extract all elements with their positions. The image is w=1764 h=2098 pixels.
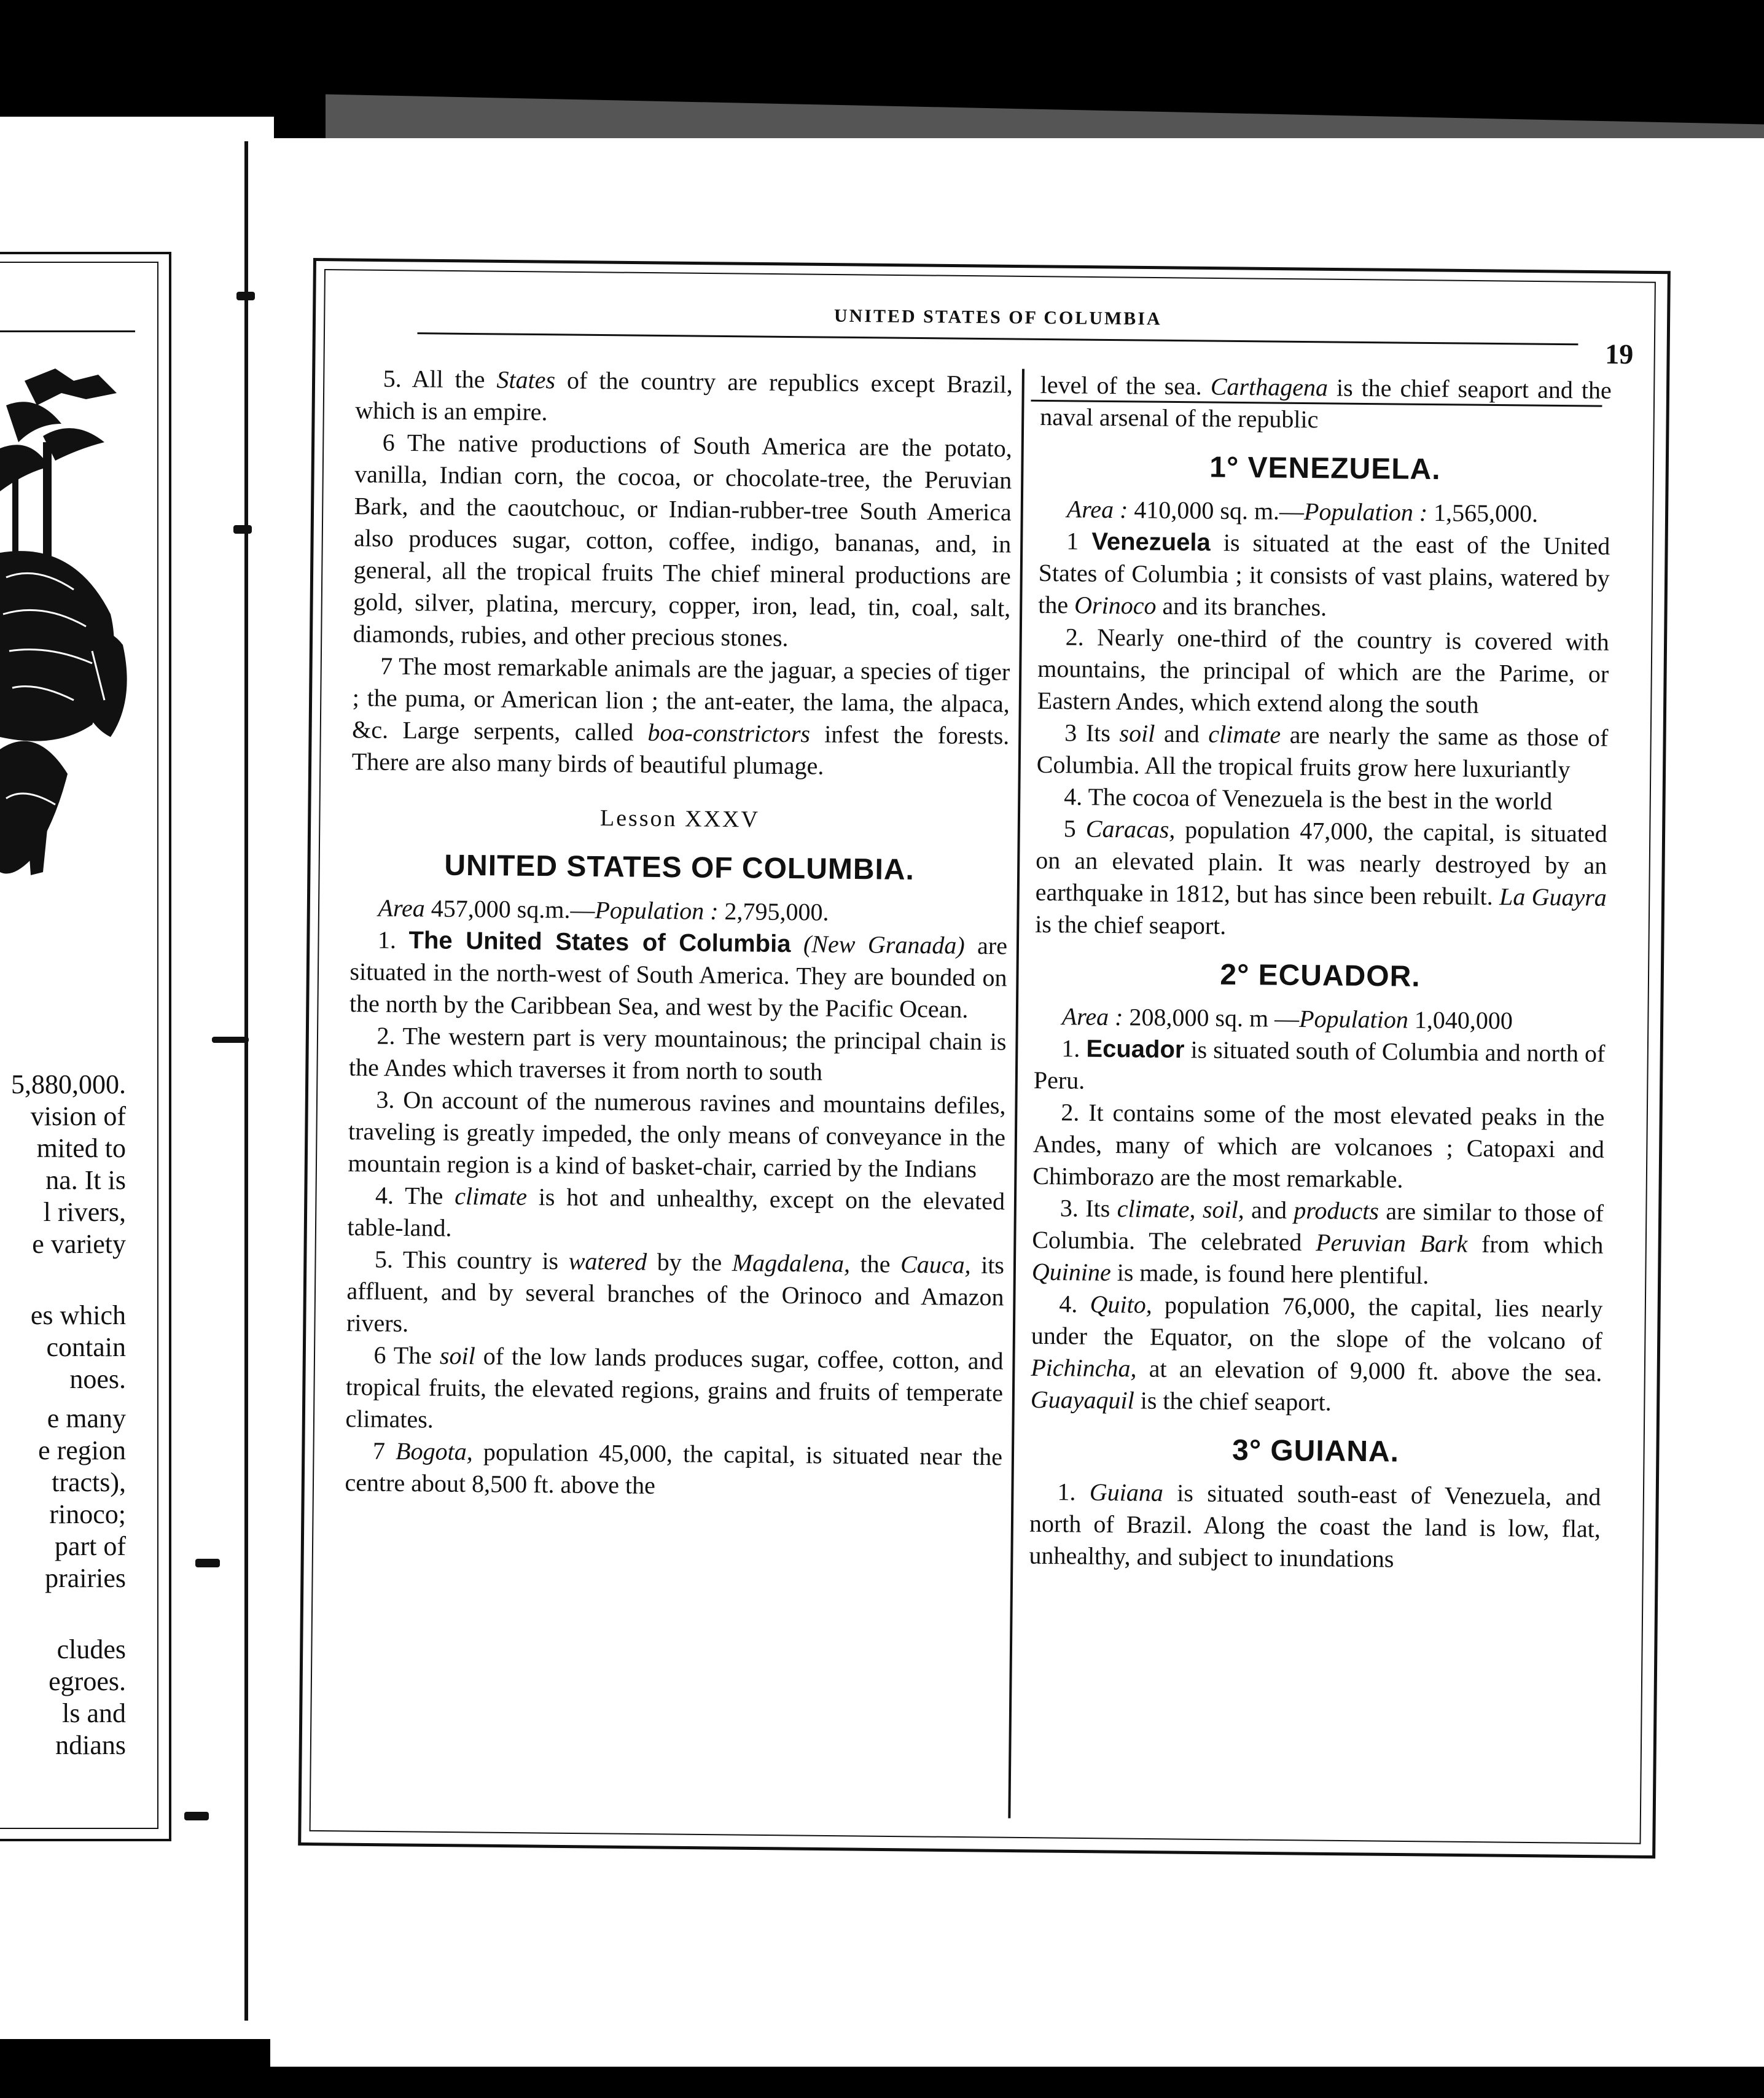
page-content: [329, 301, 1646, 1824]
left-page-text-line: contain: [46, 1332, 126, 1362]
running-head: UNITED STATES OF COLUMBIA: [833, 305, 1162, 329]
area-population-columbia: Area 457,000 sq.m.—Population : 2,795,000.: [378, 894, 829, 926]
right-column: [1029, 369, 1612, 1577]
columbia-paragraph-5: 5. This country is watered by the Magdalena, the Cauca, its affluent, and by several branches of the Orinoco and Amazon rivers.: [346, 1245, 1005, 1338]
left-page-text-line: l rivers,: [43, 1197, 126, 1227]
binding-spine-line: [244, 141, 248, 2021]
left-page-text-line: egroes.: [49, 1666, 126, 1696]
left-page-text-line: mited to: [36, 1133, 126, 1163]
paragraph-7: 7 The most remarkable animals are the jaguar, a species of tiger ; the puma, or American lion ; the ant-eater, the lama, the alpaca, &c. Large serpents, called boa-constrictors infest the forests. There are also many birds of beautiful plumage.: [351, 652, 1010, 780]
book-binding: [182, 117, 274, 2039]
paragraph-5: 5. All the States of the country are republics except Brazil, which is an empire.: [355, 364, 1013, 426]
area-population-ecuador: Area : 208,000 sq. m —Population 1,040,000: [1061, 1002, 1513, 1035]
lesson-title: Lesson XXXV: [599, 805, 760, 833]
page-number: 19: [1605, 338, 1634, 370]
venezuela-paragraph-1: 1 Venezuela is situated at the east of the United States of Columbia ; it consists of vast plains, watered by the Orinoco and its branches.: [1038, 527, 1610, 622]
ecuador-paragraph-4: 4. Quito, population 76,000, the capital, lies nearly under the Equator, on the slope of the volcano of Pichincha, at an elevation of 9,000 ft. above the sea. Guayaquil is the chief seaport.: [1030, 1290, 1603, 1416]
venezuela-paragraph-4: 4. The cocoa of Venezuela is the best in the world: [1064, 782, 1553, 815]
ecuador-paragraph-3: 3. Its climate, soil, and products are similar to those of Columbia. The celebrated Peruvian Bark from which Quinine is made, is found here plentiful.: [1031, 1194, 1604, 1290]
left-page-text-line: rinoco;: [49, 1499, 126, 1529]
left-page-text-line: e many: [47, 1403, 126, 1433]
left-page-text-fragments: [0, 0, 184, 2098]
columbia-paragraph-4: 4. The climate is hot and unhealthy, except on the elevated table-land.: [347, 1181, 1005, 1242]
columbia-paragraph-6: 6 The soil of the low lands produces sugar, coffee, cotton, and tropical fruits, the elevated regions, grains and fruits of temperate climates.: [345, 1341, 1004, 1433]
columbia-paragraph-7: 7 Bogota, population 45,000, the capital, is situated near the centre about 8,500 ft. above the: [345, 1437, 1003, 1499]
ecuador-paragraph-1: 1. Ecuador is situated south of Columbia and north of Peru.: [1033, 1034, 1606, 1094]
binding-hinge: [233, 525, 252, 534]
venezuela-paragraph-5: 5 Caracas, population 47,000, the capital, is situated on an elevated plain. It was nearly destroyed by an earthquake in 1812, but has since been rebuilt. La Guayra is the chief seaport.: [1035, 814, 1608, 940]
section-heading-venezuela: 1° VENEZUELA.: [1209, 451, 1441, 486]
left-page-text-line: noes.: [69, 1364, 126, 1394]
binding-hinge: [236, 292, 255, 300]
left-page-text-line: prairies: [45, 1563, 126, 1593]
section-heading-ecuador: 2° ECUADOR.: [1220, 958, 1421, 993]
left-page-text-line: part of: [54, 1531, 126, 1561]
venezuela-paragraph-2: 2. Nearly one-third of the country is covered with mountains, the principal of which are the Parime, or Eastern Andes, which extend along the south: [1037, 623, 1609, 719]
columbia-paragraph-1: 1. The United States of Columbia (New Granada) are situated in the north-west of South America. They are bounded on the north by the Caribbean Sea, and west by the Pacific Ocean.: [349, 926, 1008, 1023]
left-page-text-line: e region: [38, 1435, 126, 1465]
header-rule: [417, 332, 1578, 345]
left-page-text-line: na. It is: [45, 1165, 126, 1195]
left-page-text-line: 5,880,000.: [11, 1069, 126, 1099]
left-page-text-line: vision of: [30, 1101, 126, 1131]
guiana-paragraph-1: 1. Guiana is situated south-east of Venezuela, and north of Brazil. Along the coast the land is low, flat, unhealthy, and subject to inundations: [1029, 1478, 1601, 1573]
venezuela-paragraph-3: 3 Its soil and climate are nearly the same as those of Columbia. All the tropical fruits grow here luxuriantly: [1036, 719, 1609, 784]
left-page-text-line: e variety: [32, 1229, 126, 1259]
binding-hinge: [184, 1812, 209, 1820]
area-population-venezuela: Area : 410,000 sq. m.—Population : 1,565,000.: [1066, 495, 1539, 528]
columbia-paragraph-2: 2. The western part is very mountainous; the principal chain is the Andes which traverses it from north to south: [348, 1021, 1007, 1086]
left-page-text-line: es which: [30, 1300, 126, 1330]
left-page-text-line: ls and: [62, 1698, 126, 1728]
section-heading-columbia: UNITED STATES OF COLUMBIA.: [444, 849, 915, 886]
ecuador-paragraph-2: 2. It contains some of the most elevated peaks in the Andes, many of which are volcanoes ; Catopaxi and Chimborazo are the most remarkable.: [1032, 1098, 1605, 1193]
left-column: [345, 362, 1013, 1505]
section-heading-guiana: 3° GUIANA.: [1231, 1433, 1400, 1468]
columbia-paragraph-7-continued: level of the sea. Carthagena is the chief seaport and the naval arsenal of the republic: [1040, 370, 1612, 434]
left-page-text-line: ndians: [55, 1730, 126, 1760]
binding-hinge: [195, 1559, 220, 1567]
columbia-paragraph-3: 3. On account of the numerous ravines and mountains defiles, traveling is greatly impeded, the only means of conveyance in the mountain region is a kind of basket-chair, carried by the Indians: [348, 1085, 1006, 1183]
paragraph-6: 6 The native productions of South America are the potato, vanilla, Indian corn, the cocoa, or chocolate-tree, the Peruvian Bark, and the caoutchouc, or Indian-rubber-tree South America also produces sugar, cotton, coffee, indigo, bananas, and, in general, all the tropical fruits The chief mineral productions are gold, silver, platina, mercury, copper, iron, lead, tin, coal, salt, diamonds, rubies, and other precious stones.: [353, 428, 1012, 652]
binding-hinge: [212, 1037, 249, 1043]
left-page-text-line: tracts),: [52, 1467, 126, 1497]
left-page-text-line: cludes: [57, 1634, 126, 1664]
